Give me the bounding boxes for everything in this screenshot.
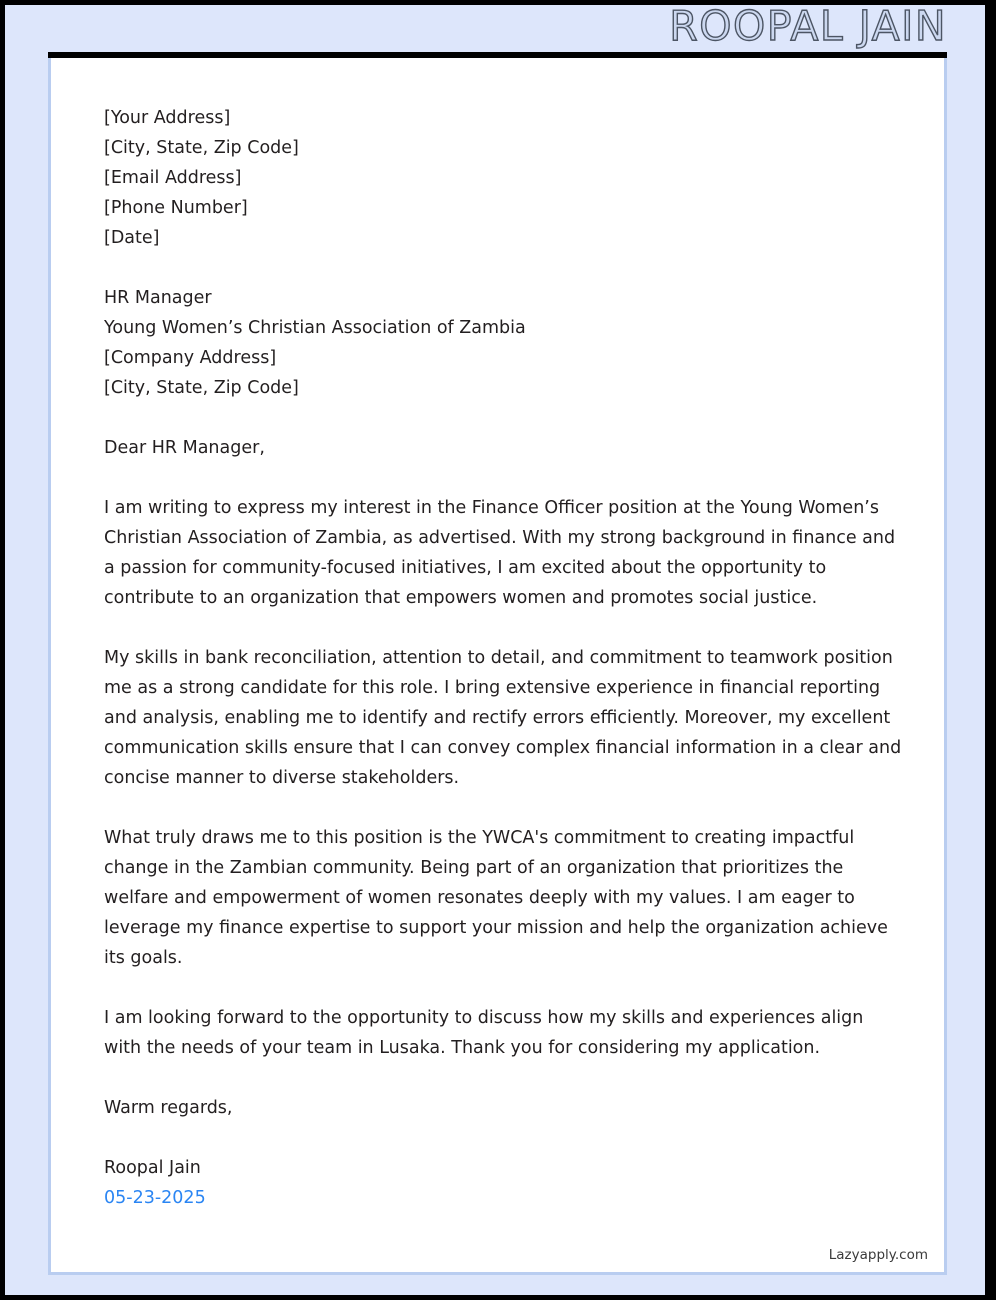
signature-date: 05-23-2025 — [104, 1188, 206, 1208]
salutation: Dear HR Manager, — [104, 438, 265, 458]
sender-line: [Date] — [104, 228, 160, 248]
signature-name: Roopal Jain — [104, 1158, 201, 1178]
letterhead-band — [5, 2, 985, 52]
recipient-line: [City, State, Zip Code] — [104, 378, 299, 398]
body-paragraph-3: What truly draws me to this position is the YWCA's commitment to creating impactful change in the Zambian community. Being part of an organization that prioritizes the welfare and empowerment of women resonates deeply with my values. I am eager to leverage my finance expertise to support your mission and help the organization achieve its goals. — [104, 828, 888, 968]
letter-body — [104, 103, 904, 1213]
closing-line: Warm regards, — [104, 1098, 233, 1118]
body-paragraph-1: I am writing to express my interest in the Finance Officer position at the Young Women’s Christian Association of Zambia, as advertised. With my strong background in finance and a passion for community-focused initiatives, I am excited about the opportunity to contribute to an organization that empowers women and promotes social justice. — [104, 498, 896, 608]
sender-address-block — [104, 103, 904, 253]
sender-line: [Phone Number] — [104, 198, 248, 218]
page-mat — [5, 2, 985, 1295]
sender-line: [Email Address] — [104, 168, 242, 188]
recipient-address-block — [104, 283, 904, 403]
body-paragraph-2: My skills in bank reconciliation, attention to detail, and commitment to teamwork position me as a strong candidate for this role. I bring extensive experience in financial reporting and analysis, enabling me to identify and rectify errors efficiently. Moreover, my excellent communication skills ensure that I can convey complex financial information in a clear and concise manner to diverse stakeholders. — [104, 648, 902, 788]
sender-line: [City, State, Zip Code] — [104, 138, 299, 158]
recipient-line: [Company Address] — [104, 348, 277, 368]
recipient-line: Young Women’s Christian Association of Zambia — [104, 318, 526, 338]
footer-brand-watermark: Lazyapply.com — [828, 1247, 928, 1263]
recipient-line: HR Manager — [104, 288, 212, 308]
letter-sheet — [48, 58, 947, 1275]
body-paragraph-4: I am looking forward to the opportunity to discuss how my skills and experiences align with the needs of your team in Lusaka. Thank you for considering my application. — [104, 1008, 864, 1058]
sender-line: [Your Address] — [104, 108, 231, 128]
page-title: ROOPAL JAIN — [669, 2, 947, 50]
